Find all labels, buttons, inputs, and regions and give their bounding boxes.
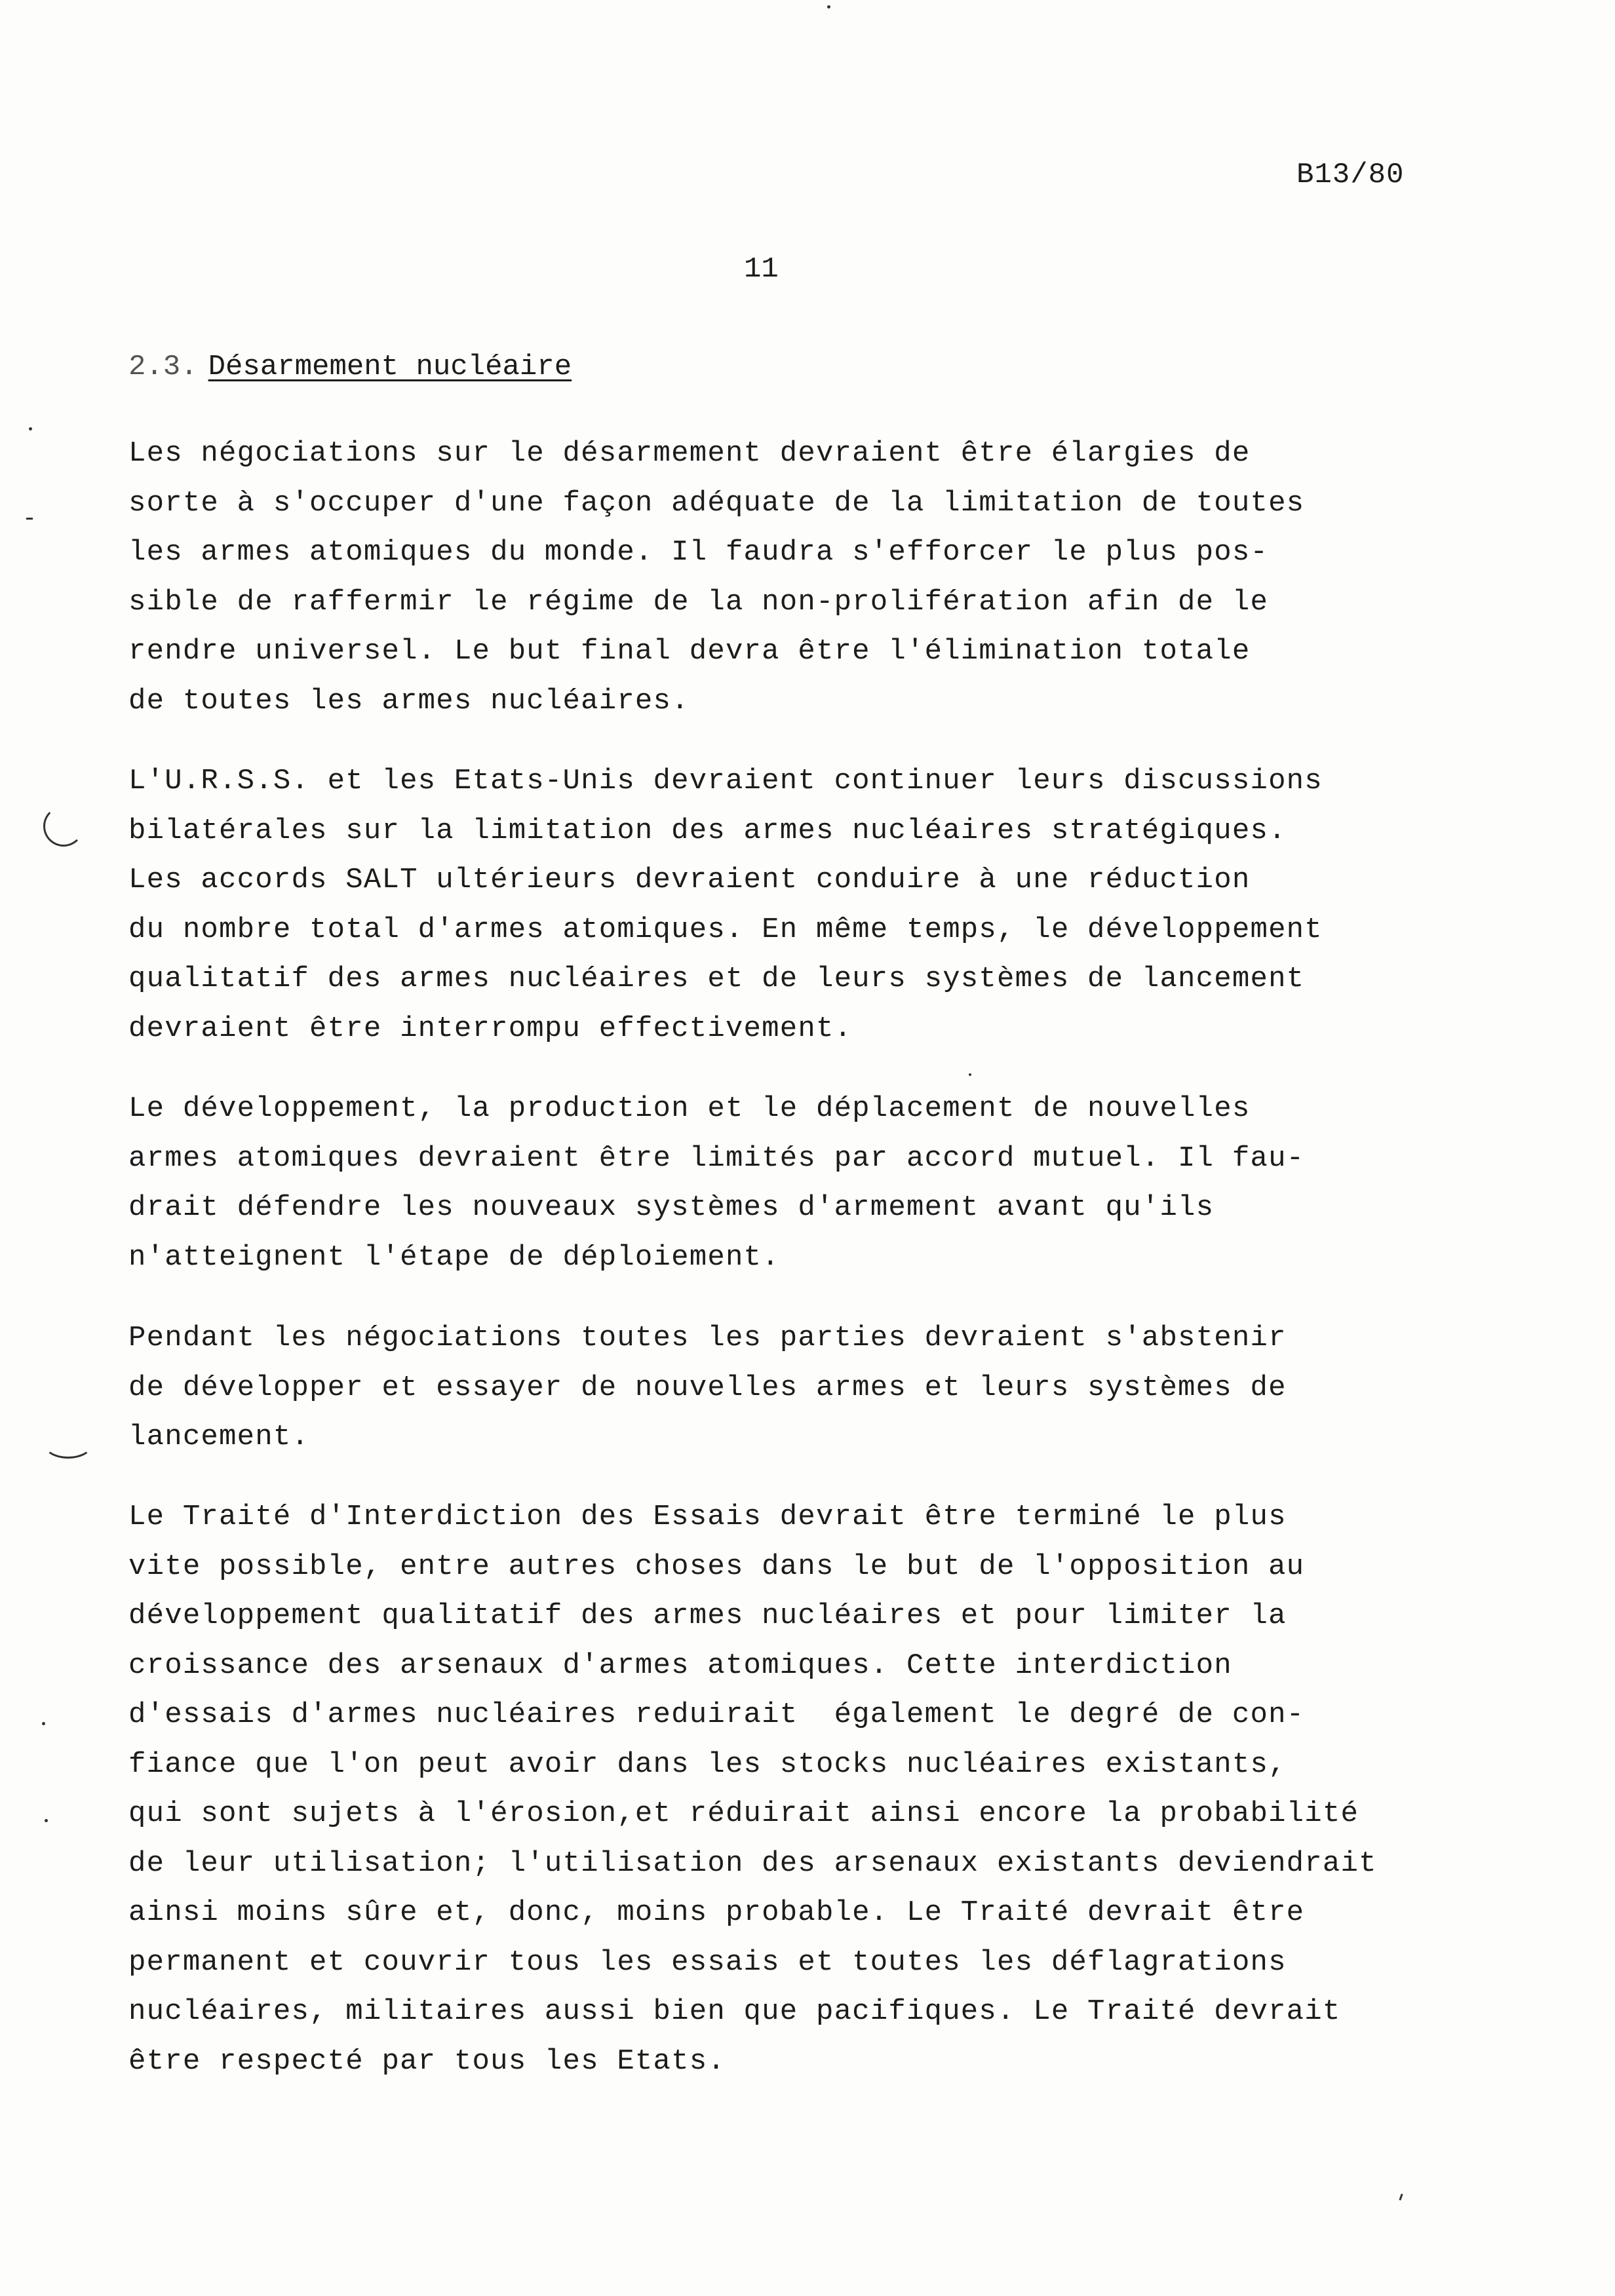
margin-dot (42, 1722, 45, 1725)
margin-bracket (43, 806, 84, 847)
paragraph: Le développement, la production et le déplacement de nouvelles armes atomiques devraient être limités par accord mutuel. Il fau- drait défendre les nouveaux systèmes d'armement avant qu'ils n'atteignent l'étape de déploiement. (128, 1092, 1305, 1274)
margin-tick (26, 518, 33, 520)
section-heading (128, 351, 572, 383)
margin-bracket (43, 1428, 93, 1459)
paragraph: Le Traité d'Interdiction des Essais devrait être terminé le plus vite possible, entre autres choses dans le but de l'opposition au développement qualitatif des armes nucléaires et pour limiter la croissance des arsenaux d'armes atomiques. Cette interdiction d'essais d'armes nucléaires reduirait également le degré de con- fiance que l'on peut avoir dans les stocks nucléaires existants, qui sont sujets à l'érosion,et réduirait ainsi encore la probabilité de leur utilisation; l'utilisation des arsenaux existants deviendrait ainsi moins sûre et, donc, moins probable. Le Traité devrait être permanent et couvrir tous les essais et toutes les déflagrations nucléaires, militaires aussi bien que pacifiques. Le Traité devrait être respecté par tous les Etats. (128, 1501, 1377, 2078)
paragraph: L'U.R.S.S. et les Etats-Unis devraient continuer leurs discussions bilatérales sur la limitation des armes nucléaires stratégiques. Les accords SALT ultérieurs devraient conduire à une réduction du nombre total d'armes atomiques. En même temps, le développement qualitatif des armes nucléaires et de leurs systèmes de lancement devraient être interrompu effectivement. (128, 765, 1323, 1045)
scan-speck (1399, 2194, 1403, 2200)
document-reference: B13/80 (1296, 159, 1405, 191)
scan-speck (969, 1073, 971, 1076)
scan-speck (827, 5, 830, 9)
margin-dot (29, 427, 32, 430)
section-title: Désarmement nucléaire (208, 351, 572, 383)
section-number: 2.3. (128, 351, 198, 383)
paragraph: Pendant les négociations toutes les parties devraient s'abstenir de développer et essayer de nouvelles armes et leurs systèmes de lancement. (128, 1322, 1287, 1453)
margin-dot (45, 1819, 48, 1822)
paragraph: Les négociations sur le désarmement devraient être élargies de sorte à s'occuper d'une façon adéquate de la limitation de toutes les armes atomiques du monde. Il faudra s'efforcer le plus pos- sible de raffermir le régime de la non-prolifération afin de le rendre universel. Le but final devra être l'élimination totale de toutes les armes nucléaires. (128, 437, 1305, 718)
page-number: 11 (744, 253, 779, 286)
